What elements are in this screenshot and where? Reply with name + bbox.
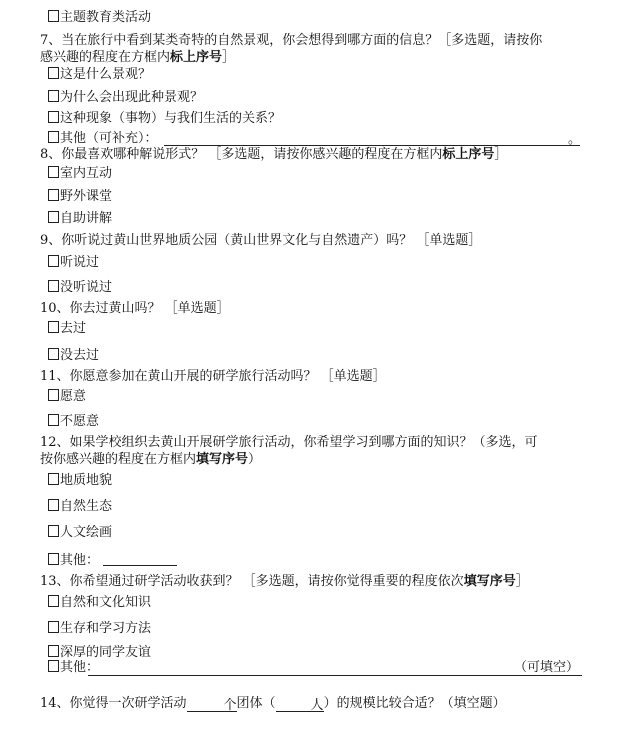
checkbox[interactable] bbox=[48, 389, 59, 401]
option-q13-friendship: 深厚的同学友谊 bbox=[48, 644, 151, 662]
q13-other-note: （可填空） bbox=[514, 660, 580, 675]
checkbox[interactable] bbox=[48, 10, 59, 22]
option-theme-education: 主题教育类活动 bbox=[48, 9, 151, 27]
checkbox[interactable] bbox=[48, 660, 59, 672]
option-q13-skills: 生存和学习方法 bbox=[48, 620, 151, 638]
option-q7-other: 其他（可补充）： bbox=[48, 130, 158, 148]
question-9: 9、你听说过黄山世界地质公园（黄山世界文化与自然遗产）吗？ ［单选题］ bbox=[40, 233, 482, 248]
option-q10-not-been: 没去过 bbox=[48, 347, 99, 365]
q13-other-fill-line[interactable] bbox=[88, 675, 582, 676]
q14-people-count-blank[interactable]: 人 bbox=[276, 697, 324, 712]
q7-other-end: 。 bbox=[568, 132, 582, 147]
question-12-line1: 12、如果学校组织去黄山开展研学旅行活动，你希望学习到哪方面的知识？（多选，可 bbox=[40, 435, 538, 450]
checkbox[interactable] bbox=[48, 595, 59, 607]
question-10: 10、你去过黄山吗？ ［单选题］ bbox=[40, 301, 230, 316]
checkbox[interactable] bbox=[48, 189, 59, 201]
option-q10-been: 去过 bbox=[48, 320, 86, 338]
question-7-line1: 7、当在旅行中看到某类奇特的自然景观，你会想得到哪方面的信息？［多选题，请按你 bbox=[40, 33, 543, 48]
checkbox[interactable] bbox=[48, 414, 59, 426]
option-q8-outdoor: 野外课堂 bbox=[48, 188, 112, 206]
checkbox[interactable] bbox=[48, 321, 59, 333]
checkbox[interactable] bbox=[48, 67, 59, 79]
checkbox[interactable] bbox=[48, 131, 59, 143]
option-q12-geology: 地质地貌 bbox=[48, 472, 112, 490]
option-q7-what: 这是什么景观？ bbox=[48, 66, 151, 84]
checkbox[interactable] bbox=[48, 348, 59, 360]
option-q11-willing: 愿意 bbox=[48, 388, 86, 406]
option-q8-indoor: 室内互动 bbox=[48, 165, 112, 183]
option-q12-ecology: 自然生态 bbox=[48, 498, 112, 516]
option-q9-heard: 听说过 bbox=[48, 254, 99, 272]
checkbox[interactable] bbox=[48, 499, 59, 511]
checkbox[interactable] bbox=[48, 211, 59, 223]
option-q9-not-heard: 没听说过 bbox=[48, 279, 112, 297]
option-q7-why: 为什么会出现此种景观？ bbox=[48, 89, 203, 107]
option-q12-other: 其他： bbox=[48, 551, 177, 570]
question-12-line2: 按你感兴趣的程度在方框内填写序号） bbox=[40, 452, 262, 467]
checkbox[interactable] bbox=[48, 111, 59, 123]
option-q13-other: 其他： bbox=[48, 659, 99, 677]
checkbox[interactable] bbox=[48, 553, 59, 565]
option-q12-painting: 人文绘画 bbox=[48, 524, 112, 542]
checkbox[interactable] bbox=[48, 473, 59, 485]
question-11: 11、你愿意参加在黄山开展的研学旅行活动吗？ ［单选题］ bbox=[40, 369, 386, 384]
question-8: 8、你最喜欢哪种解说形式？ ［多选题，请按你感兴趣的程度在方框内标上序号］ bbox=[40, 147, 508, 162]
question-7-line2: 感兴趣的程度在方框内标上序号］ bbox=[40, 50, 236, 65]
q14-group-count-blank[interactable]: 个 bbox=[187, 697, 237, 712]
question-14: 14、你觉得一次研学活动 个团体（ 人）的规模比较合适？（填空题） bbox=[40, 696, 506, 713]
checkbox[interactable] bbox=[48, 525, 59, 537]
question-13: 13、你希望通过研学活动收获到？ ［多选题，请按你觉得重要的程度依次填写序号］ bbox=[40, 574, 529, 589]
checkbox[interactable] bbox=[48, 645, 59, 657]
checkbox[interactable] bbox=[48, 621, 59, 633]
checkbox[interactable] bbox=[48, 90, 59, 102]
checkbox[interactable] bbox=[48, 166, 59, 178]
q12-other-fill-line[interactable] bbox=[103, 551, 177, 566]
option-q8-self-guided: 自助讲解 bbox=[48, 210, 112, 228]
option-q7-relation: 这种现象（事物）与我们生活的关系？ bbox=[48, 110, 281, 128]
checkbox[interactable] bbox=[48, 280, 59, 292]
checkbox[interactable] bbox=[48, 255, 59, 267]
option-q11-unwilling: 不愿意 bbox=[48, 413, 99, 431]
option-q13-knowledge: 自然和文化知识 bbox=[48, 594, 151, 612]
